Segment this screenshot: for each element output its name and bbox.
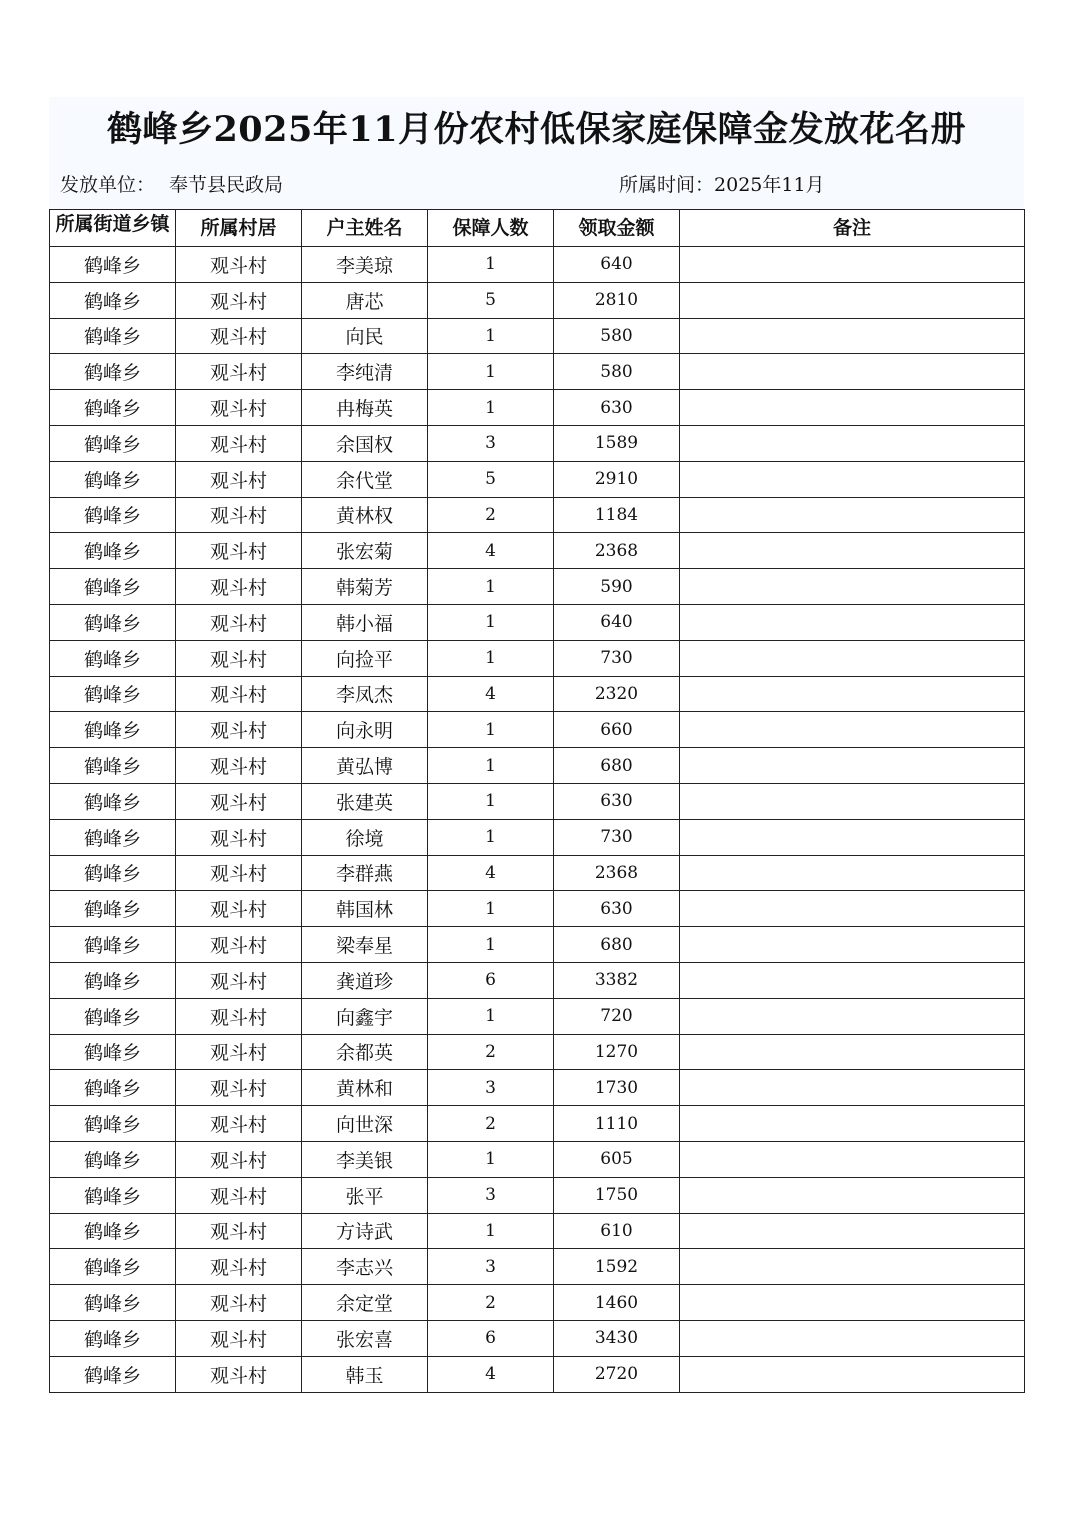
cell-amount: 1589 <box>554 425 680 461</box>
cell-village: 观斗村 <box>176 1356 302 1392</box>
table-row <box>50 891 1025 927</box>
cell-amount: 720 <box>554 998 680 1034</box>
cell-householder: 张宏菊 <box>302 533 428 569</box>
cell-householder: 张宏喜 <box>302 1320 428 1356</box>
cell-remarks <box>680 1034 1025 1070</box>
cell-amount: 2910 <box>554 461 680 497</box>
cell-remarks <box>680 712 1025 748</box>
cell-village: 观斗村 <box>176 819 302 855</box>
cell-village: 观斗村 <box>176 604 302 640</box>
cell-householder: 余国权 <box>302 425 428 461</box>
cell-township: 鹤峰乡 <box>50 569 176 605</box>
cell-persons: 1 <box>428 640 554 676</box>
table-row <box>50 640 1025 676</box>
cell-village: 观斗村 <box>176 1320 302 1356</box>
cell-persons: 4 <box>428 533 554 569</box>
cell-township: 鹤峰乡 <box>50 927 176 963</box>
cell-remarks <box>680 390 1025 426</box>
table-row <box>50 748 1025 784</box>
table-row <box>50 390 1025 426</box>
cell-remarks <box>680 1070 1025 1106</box>
column-header-remarks: 备注 <box>680 210 1025 247</box>
cell-persons: 1 <box>428 783 554 819</box>
table-row <box>50 1141 1025 1177</box>
cell-remarks <box>680 318 1025 354</box>
cell-householder: 冉梅英 <box>302 390 428 426</box>
cell-remarks <box>680 819 1025 855</box>
cell-householder: 张建英 <box>302 783 428 819</box>
cell-amount: 1184 <box>554 497 680 533</box>
cell-householder: 黄林和 <box>302 1070 428 1106</box>
cell-amount: 610 <box>554 1213 680 1249</box>
column-header-village: 所属村居 <box>176 210 302 247</box>
cell-amount: 730 <box>554 819 680 855</box>
cell-persons: 1 <box>428 354 554 390</box>
cell-remarks <box>680 640 1025 676</box>
cell-township: 鹤峰乡 <box>50 819 176 855</box>
cell-amount: 730 <box>554 640 680 676</box>
table-row <box>50 1213 1025 1249</box>
cell-village: 观斗村 <box>176 998 302 1034</box>
cell-persons: 3 <box>428 425 554 461</box>
cell-remarks <box>680 497 1025 533</box>
cell-township: 鹤峰乡 <box>50 748 176 784</box>
cell-township: 鹤峰乡 <box>50 282 176 318</box>
table-row <box>50 712 1025 748</box>
cell-remarks <box>680 676 1025 712</box>
cell-township: 鹤峰乡 <box>50 962 176 998</box>
cell-remarks <box>680 1320 1025 1356</box>
table-row <box>50 676 1025 712</box>
cell-amount: 1592 <box>554 1249 680 1285</box>
issuing-unit-label: 发放单位： <box>60 174 156 196</box>
cell-amount: 630 <box>554 783 680 819</box>
cell-village: 观斗村 <box>176 783 302 819</box>
period <box>619 172 825 198</box>
cell-amount: 630 <box>554 891 680 927</box>
cell-remarks <box>680 783 1025 819</box>
column-header-township: 所属街道乡镇 <box>50 210 176 247</box>
cell-amount: 640 <box>554 247 680 283</box>
cell-remarks <box>680 1106 1025 1142</box>
table-row <box>50 962 1025 998</box>
cell-amount: 2810 <box>554 282 680 318</box>
cell-remarks <box>680 354 1025 390</box>
cell-remarks <box>680 569 1025 605</box>
cell-persons: 1 <box>428 748 554 784</box>
cell-township: 鹤峰乡 <box>50 497 176 533</box>
cell-amount: 1270 <box>554 1034 680 1070</box>
cell-persons: 4 <box>428 1356 554 1392</box>
roster-table <box>49 209 1025 1393</box>
cell-persons: 1 <box>428 318 554 354</box>
cell-householder: 李凤杰 <box>302 676 428 712</box>
table-row <box>50 497 1025 533</box>
cell-householder: 李美琼 <box>302 247 428 283</box>
cell-persons: 1 <box>428 247 554 283</box>
cell-householder: 余代堂 <box>302 461 428 497</box>
column-header-persons: 保障人数 <box>428 210 554 247</box>
issuing-unit <box>60 172 283 198</box>
cell-amount: 2368 <box>554 855 680 891</box>
cell-village: 观斗村 <box>176 640 302 676</box>
cell-village: 观斗村 <box>176 282 302 318</box>
table-row <box>50 1356 1025 1392</box>
table-row <box>50 318 1025 354</box>
cell-persons: 4 <box>428 676 554 712</box>
cell-amount: 3382 <box>554 962 680 998</box>
cell-persons: 1 <box>428 1213 554 1249</box>
cell-township: 鹤峰乡 <box>50 1356 176 1392</box>
table-row <box>50 461 1025 497</box>
cell-remarks <box>680 855 1025 891</box>
cell-township: 鹤峰乡 <box>50 891 176 927</box>
cell-amount: 580 <box>554 354 680 390</box>
cell-village: 观斗村 <box>176 1177 302 1213</box>
cell-remarks <box>680 247 1025 283</box>
cell-village: 观斗村 <box>176 712 302 748</box>
table-row <box>50 783 1025 819</box>
cell-householder: 向民 <box>302 318 428 354</box>
cell-householder: 向世深 <box>302 1106 428 1142</box>
cell-township: 鹤峰乡 <box>50 783 176 819</box>
cell-persons: 6 <box>428 962 554 998</box>
cell-persons: 3 <box>428 1177 554 1213</box>
period-label: 所属时间： <box>619 174 715 196</box>
cell-householder: 余都英 <box>302 1034 428 1070</box>
cell-amount: 1750 <box>554 1177 680 1213</box>
cell-remarks <box>680 533 1025 569</box>
table-row <box>50 1285 1025 1321</box>
cell-township: 鹤峰乡 <box>50 676 176 712</box>
cell-householder: 张平 <box>302 1177 428 1213</box>
cell-village: 观斗村 <box>176 425 302 461</box>
cell-village: 观斗村 <box>176 318 302 354</box>
cell-householder: 向鑫宇 <box>302 998 428 1034</box>
table-row <box>50 569 1025 605</box>
cell-persons: 2 <box>428 1034 554 1070</box>
cell-village: 观斗村 <box>176 1106 302 1142</box>
cell-township: 鹤峰乡 <box>50 1034 176 1070</box>
cell-remarks <box>680 1356 1025 1392</box>
cell-township: 鹤峰乡 <box>50 855 176 891</box>
table-row <box>50 425 1025 461</box>
cell-persons: 6 <box>428 1320 554 1356</box>
table-row <box>50 1034 1025 1070</box>
cell-township: 鹤峰乡 <box>50 1285 176 1321</box>
cell-amount: 605 <box>554 1141 680 1177</box>
cell-remarks <box>680 282 1025 318</box>
cell-village: 观斗村 <box>176 891 302 927</box>
table-body <box>50 247 1025 1393</box>
cell-township: 鹤峰乡 <box>50 1070 176 1106</box>
cell-persons: 1 <box>428 712 554 748</box>
cell-remarks <box>680 1177 1025 1213</box>
cell-village: 观斗村 <box>176 1249 302 1285</box>
cell-householder: 黄林权 <box>302 497 428 533</box>
cell-persons: 1 <box>428 1141 554 1177</box>
cell-township: 鹤峰乡 <box>50 318 176 354</box>
cell-township: 鹤峰乡 <box>50 425 176 461</box>
table-row <box>50 998 1025 1034</box>
table-row <box>50 282 1025 318</box>
cell-village: 观斗村 <box>176 354 302 390</box>
cell-persons: 1 <box>428 998 554 1034</box>
cell-township: 鹤峰乡 <box>50 640 176 676</box>
cell-township: 鹤峰乡 <box>50 998 176 1034</box>
cell-village: 观斗村 <box>176 748 302 784</box>
cell-village: 观斗村 <box>176 390 302 426</box>
cell-householder: 韩小福 <box>302 604 428 640</box>
cell-persons: 5 <box>428 461 554 497</box>
cell-persons: 2 <box>428 1285 554 1321</box>
cell-householder: 李志兴 <box>302 1249 428 1285</box>
cell-amount: 2368 <box>554 533 680 569</box>
cell-persons: 5 <box>428 282 554 318</box>
cell-remarks <box>680 425 1025 461</box>
cell-householder: 韩玉 <box>302 1356 428 1392</box>
cell-householder: 李群燕 <box>302 855 428 891</box>
document-title: 鹤峰乡2025年11月份农村低保家庭保障金发放花名册 <box>106 109 967 150</box>
cell-remarks <box>680 1285 1025 1321</box>
table-row <box>50 1249 1025 1285</box>
cell-persons: 1 <box>428 390 554 426</box>
cell-amount: 680 <box>554 748 680 784</box>
cell-householder: 黄弘博 <box>302 748 428 784</box>
cell-amount: 2720 <box>554 1356 680 1392</box>
cell-village: 观斗村 <box>176 247 302 283</box>
cell-township: 鹤峰乡 <box>50 354 176 390</box>
cell-amount: 3430 <box>554 1320 680 1356</box>
cell-amount: 640 <box>554 604 680 640</box>
cell-amount: 1110 <box>554 1106 680 1142</box>
cell-householder: 方诗武 <box>302 1213 428 1249</box>
table-row <box>50 604 1025 640</box>
cell-village: 观斗村 <box>176 927 302 963</box>
cell-householder: 韩国林 <box>302 891 428 927</box>
cell-householder: 向永明 <box>302 712 428 748</box>
cell-village: 观斗村 <box>176 1141 302 1177</box>
cell-amount: 580 <box>554 318 680 354</box>
cell-village: 观斗村 <box>176 676 302 712</box>
cell-householder: 韩菊芳 <box>302 569 428 605</box>
cell-township: 鹤峰乡 <box>50 1177 176 1213</box>
table-row <box>50 927 1025 963</box>
cell-remarks <box>680 962 1025 998</box>
cell-village: 观斗村 <box>176 855 302 891</box>
cell-remarks <box>680 1141 1025 1177</box>
table-row <box>50 855 1025 891</box>
period-value: 2025年11月 <box>714 174 825 196</box>
cell-householder: 向捡平 <box>302 640 428 676</box>
cell-amount: 630 <box>554 390 680 426</box>
cell-amount: 660 <box>554 712 680 748</box>
table-row <box>50 1070 1025 1106</box>
table-row <box>50 819 1025 855</box>
cell-township: 鹤峰乡 <box>50 712 176 748</box>
cell-persons: 1 <box>428 927 554 963</box>
cell-village: 观斗村 <box>176 569 302 605</box>
cell-township: 鹤峰乡 <box>50 390 176 426</box>
cell-remarks <box>680 461 1025 497</box>
cell-amount: 1460 <box>554 1285 680 1321</box>
table-row <box>50 247 1025 283</box>
cell-remarks <box>680 927 1025 963</box>
cell-remarks <box>680 1249 1025 1285</box>
cell-township: 鹤峰乡 <box>50 247 176 283</box>
cell-amount: 680 <box>554 927 680 963</box>
cell-village: 观斗村 <box>176 1034 302 1070</box>
table-row <box>50 1106 1025 1142</box>
cell-township: 鹤峰乡 <box>50 461 176 497</box>
cell-village: 观斗村 <box>176 461 302 497</box>
cell-village: 观斗村 <box>176 497 302 533</box>
cell-township: 鹤峰乡 <box>50 533 176 569</box>
cell-remarks <box>680 891 1025 927</box>
cell-householder: 徐境 <box>302 819 428 855</box>
cell-village: 观斗村 <box>176 1213 302 1249</box>
table-header-row <box>50 210 1025 247</box>
cell-householder: 唐芯 <box>302 282 428 318</box>
table-row <box>50 1177 1025 1213</box>
table-row <box>50 354 1025 390</box>
cell-householder: 余定堂 <box>302 1285 428 1321</box>
cell-village: 观斗村 <box>176 533 302 569</box>
cell-village: 观斗村 <box>176 962 302 998</box>
cell-householder: 龚道珍 <box>302 962 428 998</box>
cell-village: 观斗村 <box>176 1285 302 1321</box>
cell-township: 鹤峰乡 <box>50 604 176 640</box>
cell-persons: 3 <box>428 1070 554 1106</box>
cell-persons: 1 <box>428 604 554 640</box>
table-row <box>50 533 1025 569</box>
cell-remarks <box>680 748 1025 784</box>
cell-householder: 李美银 <box>302 1141 428 1177</box>
cell-township: 鹤峰乡 <box>50 1213 176 1249</box>
column-header-amount: 领取金额 <box>554 210 680 247</box>
cell-persons: 4 <box>428 855 554 891</box>
cell-householder: 李纯清 <box>302 354 428 390</box>
cell-persons: 2 <box>428 1106 554 1142</box>
cell-remarks <box>680 998 1025 1034</box>
cell-persons: 1 <box>428 569 554 605</box>
cell-township: 鹤峰乡 <box>50 1106 176 1142</box>
cell-persons: 1 <box>428 891 554 927</box>
cell-remarks <box>680 604 1025 640</box>
cell-township: 鹤峰乡 <box>50 1320 176 1356</box>
cell-amount: 590 <box>554 569 680 605</box>
cell-township: 鹤峰乡 <box>50 1141 176 1177</box>
cell-amount: 1730 <box>554 1070 680 1106</box>
cell-remarks <box>680 1213 1025 1249</box>
issuing-unit-value: 奉节县民政局 <box>169 174 284 196</box>
cell-persons: 1 <box>428 819 554 855</box>
cell-householder: 梁奉星 <box>302 927 428 963</box>
cell-village: 观斗村 <box>176 1070 302 1106</box>
cell-persons: 2 <box>428 497 554 533</box>
table-row <box>50 1320 1025 1356</box>
cell-amount: 2320 <box>554 676 680 712</box>
column-header-householder: 户主姓名 <box>302 210 428 247</box>
cell-township: 鹤峰乡 <box>50 1249 176 1285</box>
cell-persons: 3 <box>428 1249 554 1285</box>
